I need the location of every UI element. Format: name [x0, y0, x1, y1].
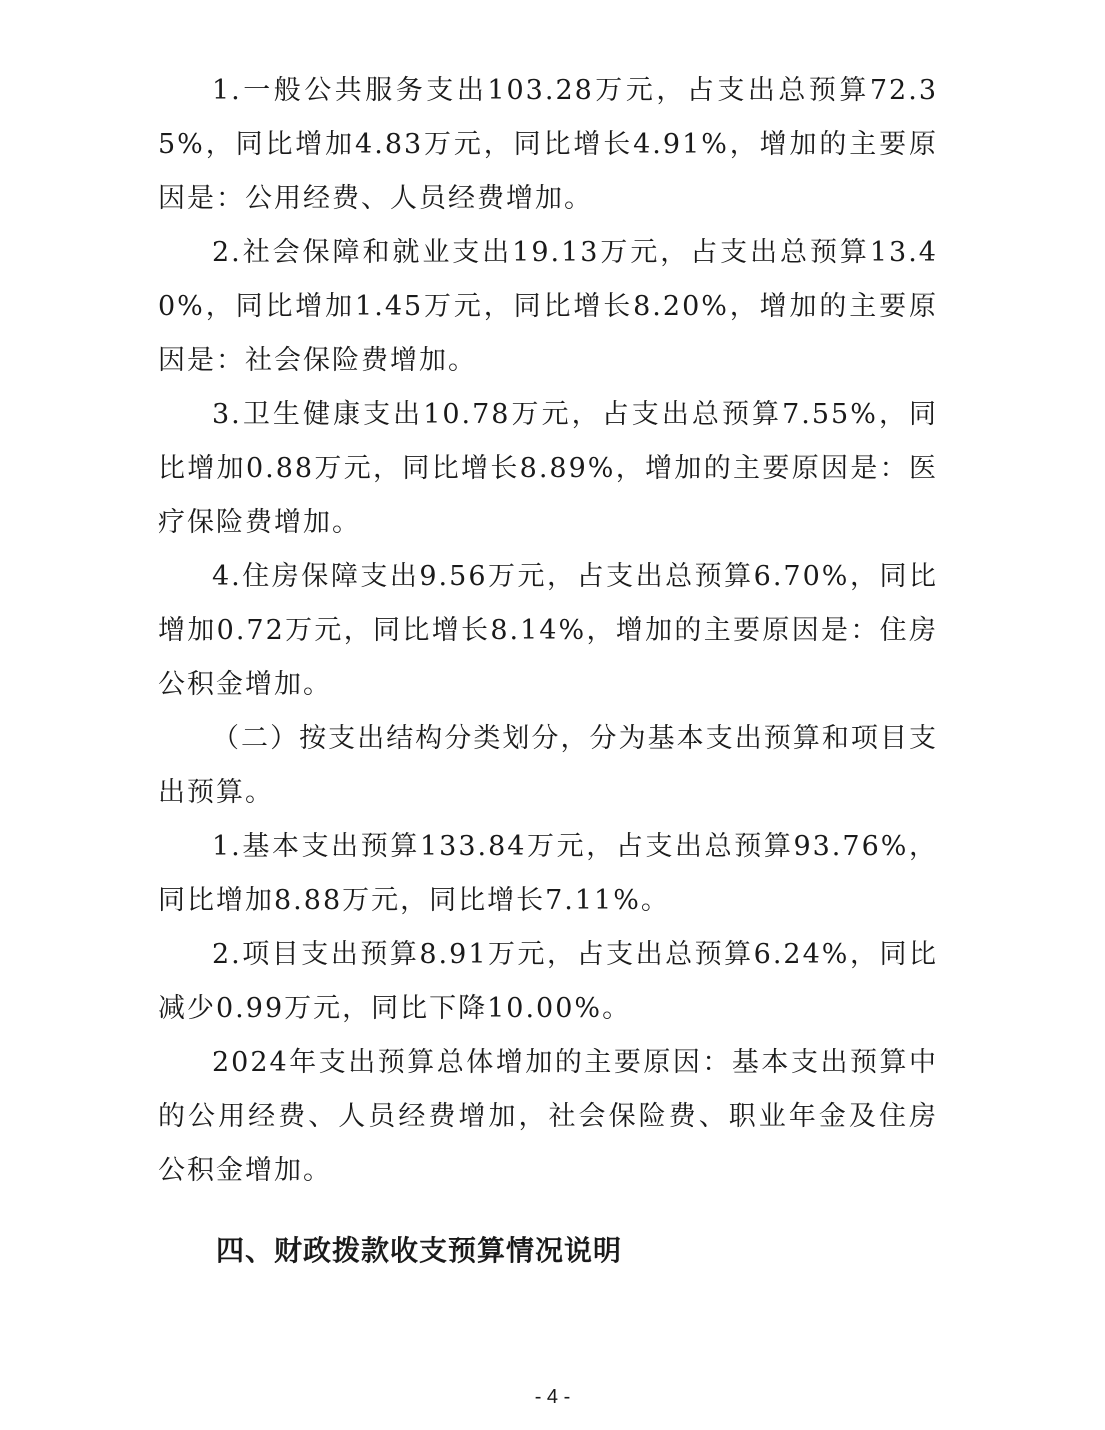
paragraph-overall-reason: 2024年支出预算总体增加的主要原因：基本支出预算中的公用经费、人员经费增加，社会保险费、职业年金及住房公积金增加。	[158, 1047, 938, 1186]
paragraph-social-security: 2.社会保障和就业支出19.13万元，占支出总预算13.40%，同比增加1.45万元，同比增长8.20%，增加的主要原因是：社会保险费增加。	[158, 237, 938, 376]
page-number: - 4 -	[534, 1386, 571, 1408]
paragraph-expenditure-structure: （二）按支出结构分类划分，分为基本支出预算和项目支出预算。	[158, 723, 938, 808]
paragraph-general-public-services: 1.一般公共服务支出103.28万元，占支出总预算72.35%，同比增加4.83万元，同比增长4.91%，增加的主要原因是：公用经费、人员经费增加。	[158, 75, 938, 214]
paragraph-project-expenditure: 2.项目支出预算8.91万元，占支出总预算6.24%，同比减少0.99万元，同比下降10.00%。	[158, 939, 938, 1024]
paragraph-health: 3.卫生健康支出10.78万元，占支出总预算7.55%，同比增加0.88万元，同比增长8.89%，增加的主要原因是：医疗保险费增加。	[158, 399, 938, 538]
section-heading: 四、财政拨款收支预算情况说明	[216, 1234, 623, 1267]
paragraph-housing: 4.住房保障支出9.56万元，占支出总预算6.70%，同比增加0.72万元，同比增长8.14%，增加的主要原因是：住房公积金增加。	[158, 561, 938, 700]
paragraph-basic-expenditure: 1.基本支出预算133.84万元，占支出总预算93.76%，同比增加8.88万元，同比增长7.11%。	[158, 831, 938, 916]
